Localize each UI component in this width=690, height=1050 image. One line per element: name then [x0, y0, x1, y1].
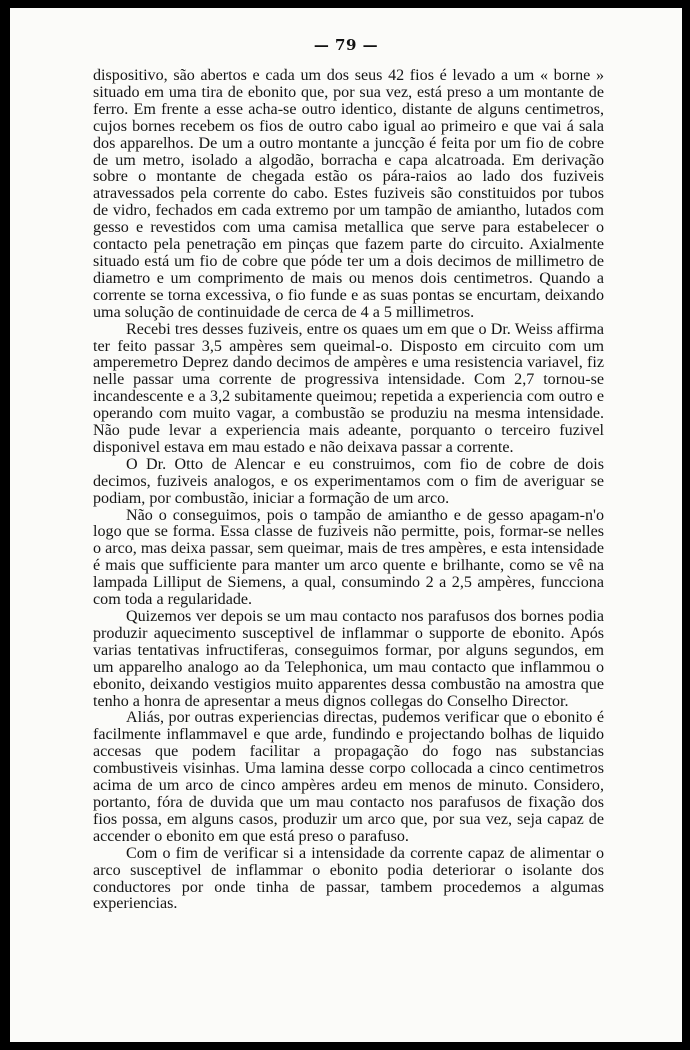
paragraph-5: Quizemos ver depois se um mau contacto nos parafusos dos bornes podia produzir aquecimento susceptivel de inflammar o supporte de ebonito. Após varias tentativas infructiferas, conseguimos formar, por alguns segundos, em um apparelho analogo ao da Telephonica, um mau contacto que inflammou o ebonito, deixando vestigios muito apparentes dessa combustão na amostra que tenho a honra de apresentar a meus dignos collegas do Conselho Director.: [93, 608, 604, 710]
page-number: — 79 —: [313, 36, 379, 54]
book-page: [10, 8, 682, 1042]
paragraph-4: Não o conseguimos, pois o tampão de amiantho e de gesso apagam-n'o logo que se forma. Essa classe de fuziveis não permitte, pois, formar-se nelles o arco, mas deixa passar, sem queimar, mais de tres ampères, e esta intensidade é mais que sufficiente para manter um arco quente e brilhante, como se vê na lampada Lilliput de Siemens, a qual, consumindo 2 a 2,5 ampères, funcciona com toda a regularidade.: [93, 506, 604, 609]
paragraph-3: O Dr. Otto de Alencar e eu construimos, com fio de cobre de dois decimos, fuziveis analogos, e os experimentamos com o fim de averiguar se podiam, por combustão, iniciar a formação de um arco.: [93, 455, 604, 507]
paragraph-2: Recebi tres desses fuziveis, entre os quaes um em que o Dr. Weiss affirma ter feito passar 3,5 ampères sem queimal-o. Disposto em circuito com um amperemetro Deprez dando decimos de ampères e uma resistencia variavel, fiz nelle passar uma corrente de progressiva intensidade. Com 2,7 tornou-se incandescente e a 3,2 subitamente queimou; repetida a experiencia com outro e operando com muito vagar, a combustão se produziu na mesma intensidade. Não pude levar a experiencia mais adeante, porquanto o terceiro fuzivel disponivel estava em mau estado e não deixava passar a corrente.: [93, 320, 604, 456]
paragraph-1: dispositivo, são abertos e cada um dos seus 42 fios é levado a um « borne » situado em uma tira de ebonito que, por sua vez, está preso a um montante de ferro. Em frente a esse acha-se outro identico, distante de alguns centimetros, cujos bornes recebem os fios de outro cabo igual ao primeiro e que vai á sala dos apparelhos. De um a outro montante a juncção é feita por um fio de cobre de um metro, isolado a algodão, borracha e capa alcatroada. Em derivação sobre o montante de chegada estão os pára-raios ao lado dos fuziveis atravessados pela corrente do cabo. Estes fuziveis são constituidos por tubos de vidro, fechados em cada extremo por um tampão de amiantho, lutados com gesso e revestidos com uma camisa metallica que serve para estabelecer o contacto pela penetração em pinças que fazem parte do circuito. Axialmente situado está um fio de cobre que póde ter um a dois decimos de millimetro de diametro e um comprimento de mais ou menos dois centimetros. Quando a corrente se torna excessiva, o fio funde e as suas pontas se encurtam, deixando uma solução de continuidade de cerca de 4 a 5 millimetros.: [93, 67, 604, 321]
paragraph-6: Aliás, por outras experiencias directas, pudemos verificar que o ebonito é facilmente inflammavel e que arde, fundindo e projectando bolhas de liquido accesas que podem facilitar a propagação do fogo nas substancias combustiveis visinhas. Uma lamina desse corpo collocada a cinco centimetros acima de um arco de cinco ampères ardeu em menos de minuto. Considero, portanto, fóra de duvida que um mau contacto nos parafusos de fixação dos fios possa, em alguns casos, produzir um arco que, por sua vez, seja capaz de accender o ebonito em que está preso o parafuso.: [93, 709, 604, 845]
paragraph-7: Com o fim de verificar si a intensidade da corrente capaz de alimentar o arco susceptivel de inflammar o ebonito podia deteriorar o isolante dos conductores por onde tinha de passar, tambem procedemos a algumas experiencias.: [93, 844, 604, 913]
body-text: [93, 68, 604, 913]
